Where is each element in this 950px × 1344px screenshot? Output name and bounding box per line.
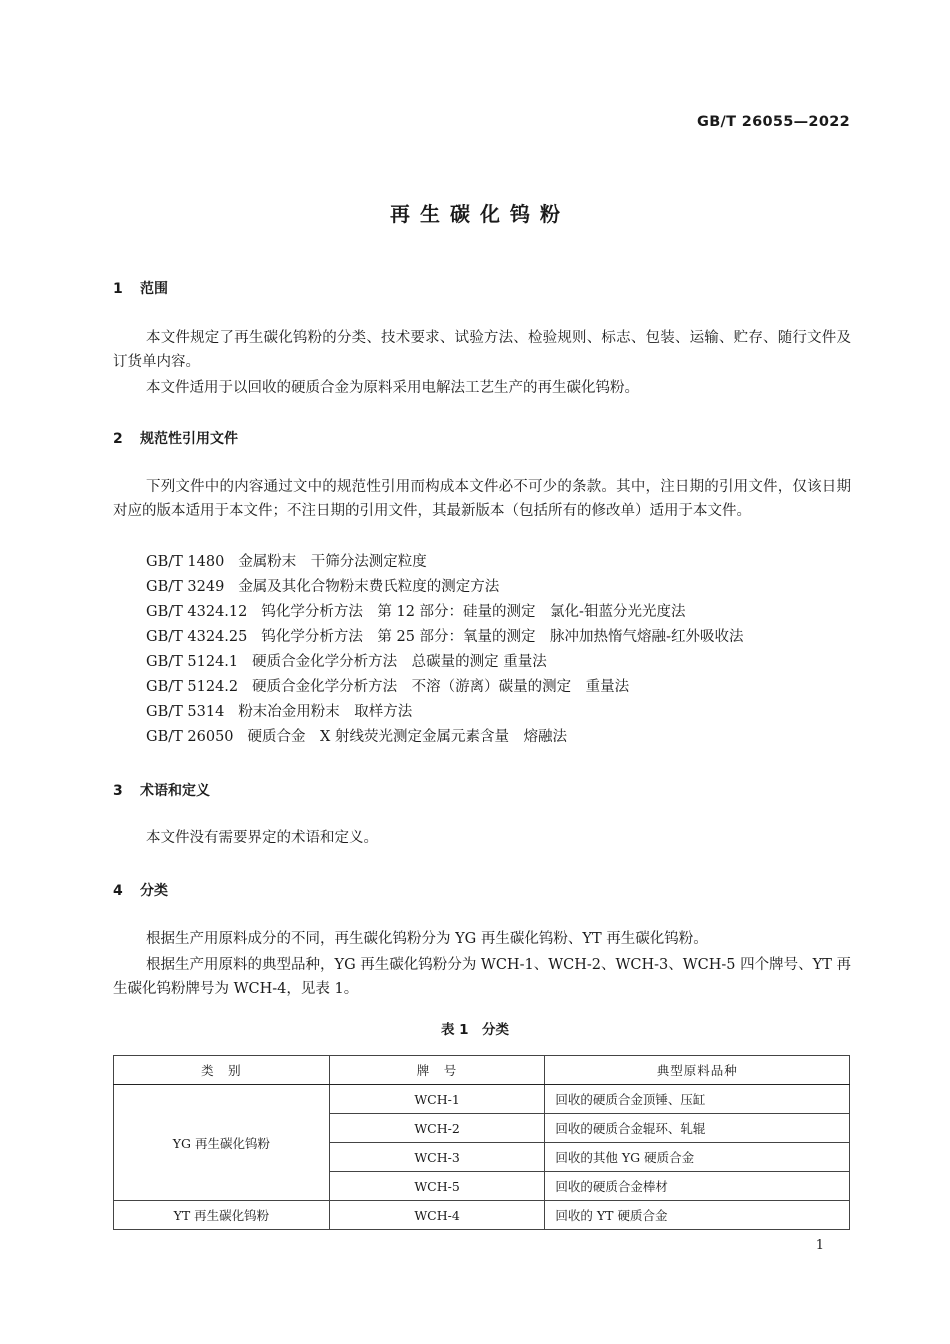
classification-paragraph-2: 根据生产用原料的典型品种，YG 再生碳化钨粉分为 WCH-1、WCH-2、WCH-3、WCH-5 四个牌号、YT 再生碳化钨粉牌号为 WCH-4，见表 1。 bbox=[113, 957, 851, 997]
material-cell: 回收的 YT 硬质合金 bbox=[545, 1201, 850, 1230]
table-row bbox=[114, 1085, 850, 1114]
reference-item bbox=[146, 625, 743, 649]
reference-title: 硬质合金化学分析方法 总碳量的测定 重量法 bbox=[252, 654, 547, 670]
material-cell: 回收的其他 YG 硬质合金 bbox=[545, 1143, 850, 1172]
document-title: 再生碳化钨粉 bbox=[390, 202, 570, 226]
standard-code: GB/T 26055—2022 bbox=[697, 114, 850, 130]
reference-title: 硬质合金化学分析方法 不溶（游离）碳量的测定 重量法 bbox=[252, 679, 630, 695]
section-title: 范围 bbox=[140, 281, 168, 297]
section-title: 术语和定义 bbox=[140, 783, 210, 799]
grade-cell: WCH-5 bbox=[329, 1172, 545, 1201]
category-cell-yt: YT 再生碳化钨粉 bbox=[114, 1201, 330, 1230]
section-1-heading bbox=[113, 278, 168, 298]
section-number: 1 bbox=[113, 281, 123, 297]
classification-table bbox=[113, 1055, 850, 1230]
reference-title: 硬质合金 X 射线荧光测定金属元素含量 熔融法 bbox=[247, 729, 567, 745]
reference-title: 钨化学分析方法 第 12 部分：硅量的测定 氯化-钼蓝分光光度法 bbox=[261, 604, 686, 620]
reference-code: GB/T 5314 bbox=[146, 704, 225, 720]
section-2-heading bbox=[113, 428, 238, 448]
section-number: 4 bbox=[113, 883, 123, 899]
reference-code: GB/T 4324.25 bbox=[146, 629, 248, 645]
grade-cell: WCH-1 bbox=[329, 1085, 545, 1114]
reference-code: GB/T 5124.2 bbox=[146, 679, 239, 695]
section-3-heading bbox=[113, 780, 210, 800]
normative-refs-intro: 下列文件中的内容通过文中的规范性引用而构成本文件必不可少的条款。其中，注日期的引用文件，仅该日期对应的版本适用于本文件；不注日期的引用文件，其最新版本（包括所有的修改单）适用于本文件。 bbox=[113, 479, 851, 519]
table-row bbox=[114, 1201, 850, 1230]
reference-item bbox=[146, 575, 499, 599]
reference-title: 金属及其化合物粉末费氏粒度的测定方法 bbox=[238, 579, 500, 595]
section-title: 规范性引用文件 bbox=[140, 431, 238, 447]
reference-code: GB/T 5124.1 bbox=[146, 654, 239, 670]
page-number: 1 bbox=[815, 1238, 824, 1253]
reference-code: GB/T 1480 bbox=[146, 554, 225, 570]
reference-code: GB/T 4324.12 bbox=[146, 604, 248, 620]
header-material: 典型原料品种 bbox=[545, 1056, 850, 1085]
table-caption: 表 1 分类 bbox=[440, 1022, 510, 1038]
reference-item bbox=[146, 675, 629, 699]
scope-paragraph-2: 本文件适用于以回收的硬质合金为原料采用电解法工艺生产的再生碳化钨粉。 bbox=[146, 380, 639, 396]
material-cell: 回收的硬质合金顶锤、压缸 bbox=[545, 1085, 850, 1114]
reference-code: GB/T 26050 bbox=[146, 729, 234, 745]
table-header-row bbox=[114, 1056, 850, 1085]
reference-title: 粉末冶金用粉末 取样方法 bbox=[238, 704, 413, 720]
reference-item bbox=[146, 650, 547, 674]
reference-item bbox=[146, 725, 567, 749]
material-cell: 回收的硬质合金辊环、轧辊 bbox=[545, 1114, 850, 1143]
reference-title: 金属粉末 干筛分法测定粒度 bbox=[238, 554, 427, 570]
reference-code: GB/T 3249 bbox=[146, 579, 225, 595]
header-grade: 牌 号 bbox=[329, 1056, 545, 1085]
reference-item bbox=[146, 550, 427, 574]
grade-cell: WCH-3 bbox=[329, 1143, 545, 1172]
header-category: 类 别 bbox=[114, 1056, 330, 1085]
classification-paragraph-1: 根据生产用原料成分的不同，再生碳化钨粉分为 YG 再生碳化钨粉、YT 再生碳化钨粉。 bbox=[146, 931, 708, 947]
reference-title: 钨化学分析方法 第 25 部分：氧量的测定 脉冲加热惰气熔融-红外吸收法 bbox=[261, 629, 744, 645]
section-title: 分类 bbox=[140, 883, 168, 899]
section-4-heading bbox=[113, 880, 168, 900]
reference-item bbox=[146, 600, 685, 624]
section-number: 2 bbox=[113, 431, 123, 447]
section-number: 3 bbox=[113, 783, 123, 799]
scope-paragraph-1: 本文件规定了再生碳化钨粉的分类、技术要求、试验方法、检验规则、标志、包装、运输、贮存、随行文件及订货单内容。 bbox=[113, 330, 851, 370]
terms-paragraph: 本文件没有需要界定的术语和定义。 bbox=[146, 830, 378, 846]
category-cell-yg: YG 再生碳化钨粉 bbox=[114, 1085, 330, 1201]
reference-item bbox=[146, 700, 412, 724]
grade-cell: WCH-2 bbox=[329, 1114, 545, 1143]
material-cell: 回收的硬质合金棒材 bbox=[545, 1172, 850, 1201]
grade-cell: WCH-4 bbox=[329, 1201, 545, 1230]
